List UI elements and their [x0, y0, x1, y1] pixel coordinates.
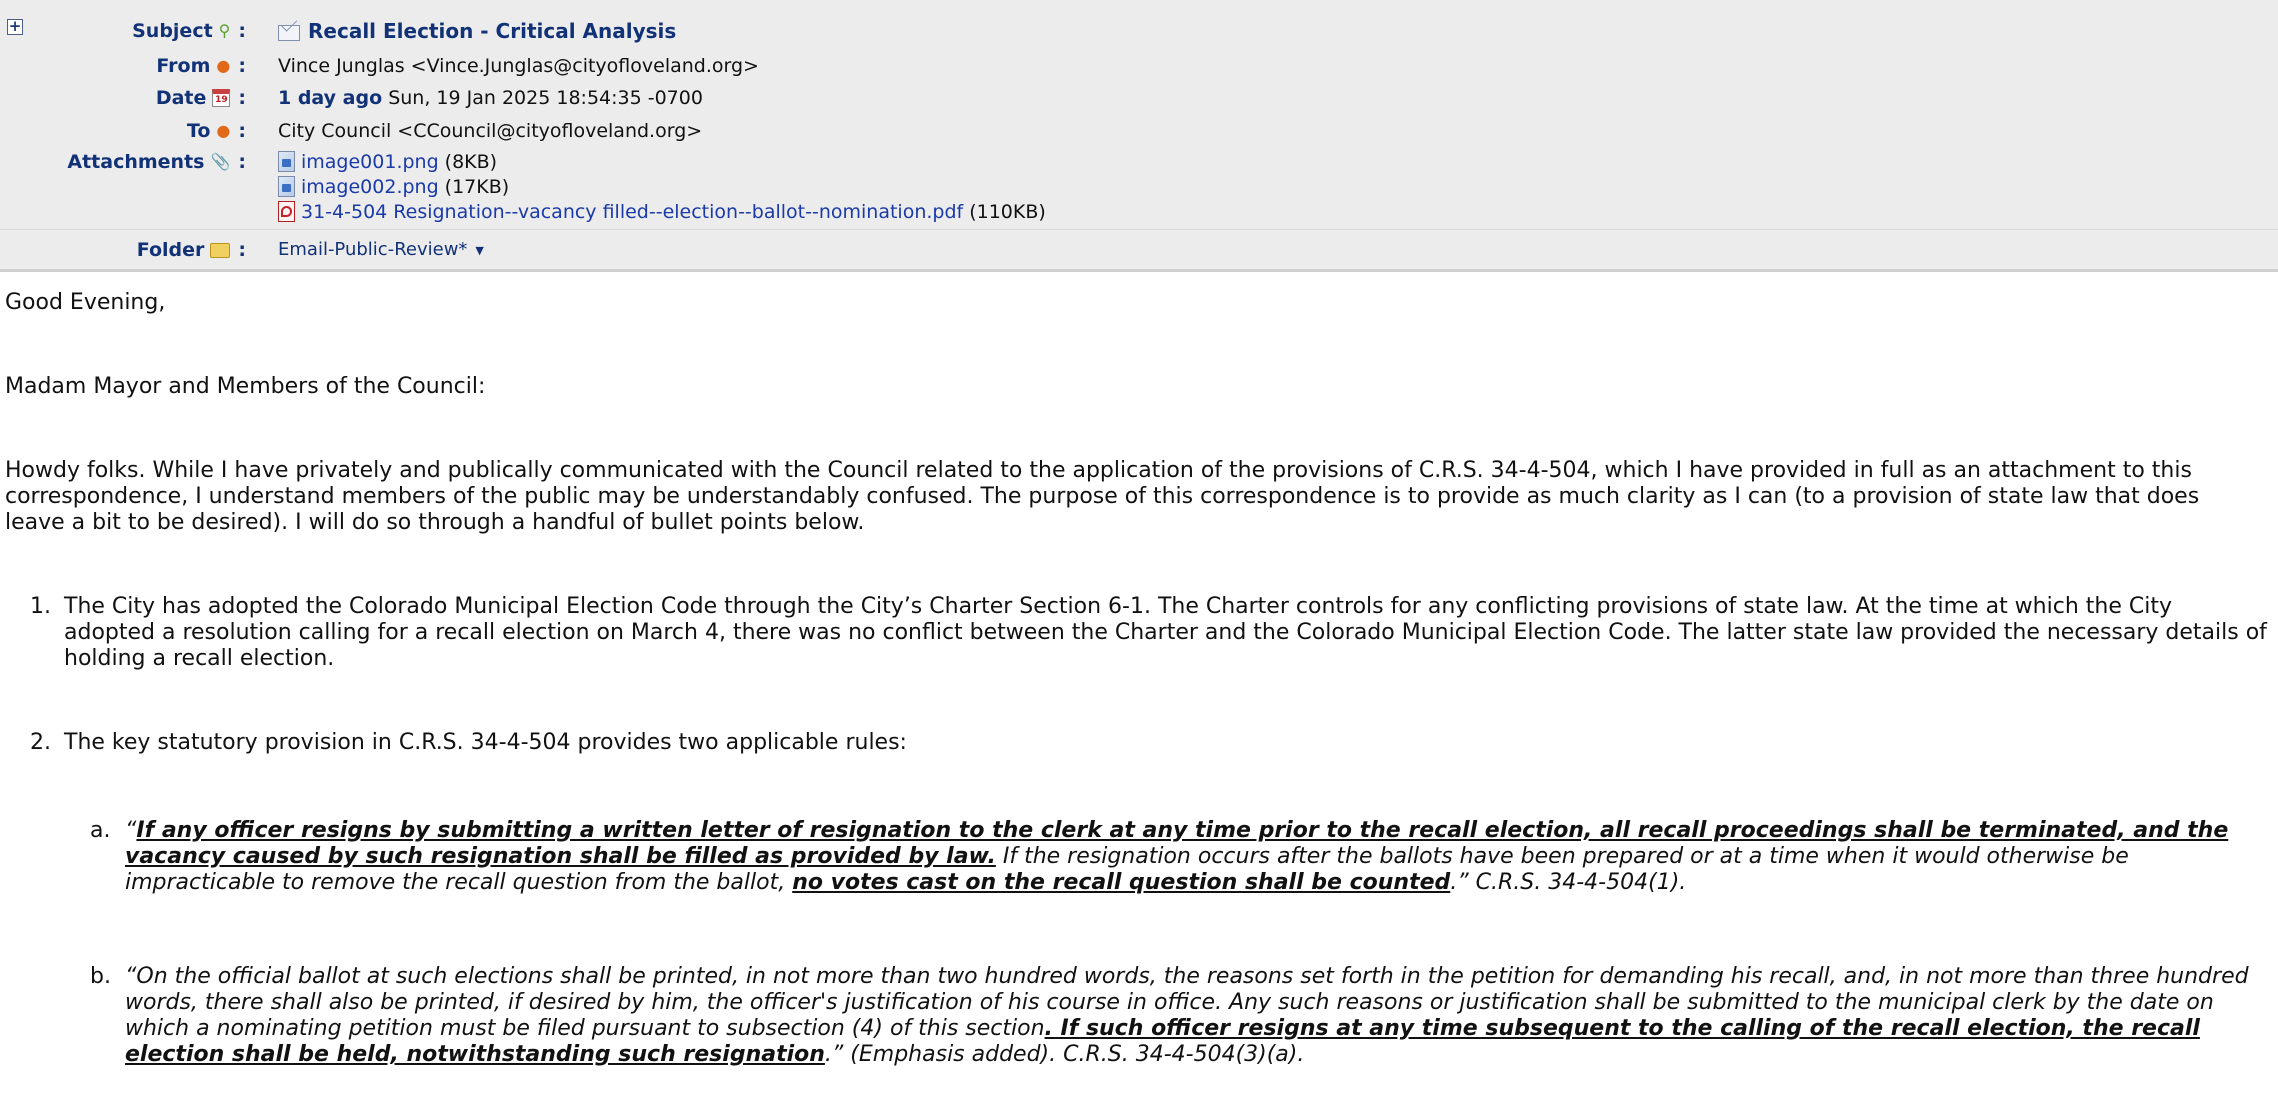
list-item-text: The City has adopted the Colorado Municipal Election Code through the City’s Charter Section 6-1. The Charter controls for any conflicting provisions of state law. At the time at which the City adopted a resolution calling for a recall election on March 4, there was no conflict between the Charter and the Colorado Municipal Election Code. The latter state law provided the necessary details of holding a recall election. [64, 594, 2267, 671]
attachment-link[interactable]: image002.png [301, 175, 439, 198]
quote-text [125, 964, 2265, 1068]
key-icon: ⚲ [218, 21, 231, 40]
png-file-icon [278, 151, 295, 172]
list-item-text: The key statutory provision in C.R.S. 34-4-504 provides two applicable rules: [64, 730, 907, 755]
header-divider [0, 229, 2278, 230]
attachment-size: (110KB) [969, 200, 1046, 223]
emphasized-text: no votes cast on the recall question shall be counted [792, 870, 1451, 895]
citation-text: .” C.R.S. 34-4-504(1). [1450, 870, 1687, 895]
subject-label: Subject [132, 20, 213, 42]
person-icon: ● [216, 121, 231, 140]
emphasized-text: . If such officer resigns at any time subsequent to the calling of the recall election, the recall election shall be held, notwithstanding such resignation [125, 1016, 2200, 1067]
to-label: To [186, 120, 211, 142]
list-number: 2. [30, 730, 51, 755]
from-label: From [156, 55, 211, 77]
date-value-group [278, 87, 703, 109]
subject-label-group: Subject ⚲ : [132, 20, 246, 42]
quote-text [125, 818, 2265, 896]
paperclip-icon: 📎 [210, 152, 231, 171]
quote-plain-text: “On the official ballot at such elections shall be printed, in not more than two hundred words, the reasons set forth in the petition for demanding his recall, and, in not more than three hundred words, there shall also be printed, if desired by him, the officer's justification of his course in office. Any such reasons or justification shall be submitted to the municipal clerk by the date on which a nominating petition must be filed pursuant to subsection (4) of this section [125, 964, 2249, 1041]
attachments-label: Attachments [67, 151, 205, 173]
chevron-down-icon: ▼ [475, 243, 484, 257]
sub-list-letter: b. [90, 964, 111, 989]
attachment-item [278, 199, 1046, 224]
emphasized-text: If any officer resigns by submitting a written letter of resignation to the clerk at any time prior to the recall election, all recall proceedings shall be terminated, and the vacancy caused by such resignation shall be filled as provided by law. [125, 818, 2229, 869]
message-header [0, 0, 2278, 272]
person-icon: ● [216, 56, 231, 75]
attachment-size: (17KB) [444, 175, 510, 198]
salutation-text: Madam Mayor and Members of the Council: [5, 374, 486, 399]
attachment-item [278, 174, 1046, 199]
pdf-file-icon [278, 201, 295, 222]
list-number: 1. [30, 594, 51, 619]
date-age: 1 day ago [278, 87, 383, 109]
date-label: Date [155, 87, 207, 109]
date-label-group: Date 19 : [155, 87, 246, 109]
intro-paragraph: Howdy folks. While I have privately and publically communicated with the Council related to the application of the provisions of C.R.S. 34-4-504, which I have provided in full as an attachment to this correspondence, I understand members of the public may be understandably confused. The purpose of this correspondence is to provide as much clarity as I can (to a provision of state law that does leave a bit to be desired). I will do so through a handful of bullet points below. [5, 458, 2200, 535]
folder-icon [210, 243, 230, 258]
folder-value: Email-Public-Review* [278, 239, 468, 260]
attachment-item [278, 149, 1046, 174]
citation-text: .” (Emphasis added). C.R.S. 34-4-504(3)(a). [824, 1042, 1305, 1067]
attachment-link[interactable]: 31-4-504 Resignation--vacancy filled--election--ballot--nomination.pdf [301, 200, 964, 223]
sub-list-letter: a. [90, 818, 111, 843]
attachments-list [278, 149, 1046, 224]
attachments-label-group: Attachments 📎 : [67, 151, 246, 173]
subject-link[interactable]: Recall Election - Critical Analysis [308, 19, 677, 43]
calendar-icon: 19 [212, 89, 230, 107]
greeting-text: Good Evening, [5, 290, 166, 315]
date-value: Sun, 19 Jan 2025 18:54:35 -0700 [388, 87, 703, 109]
folder-label: Folder [136, 239, 205, 261]
from-label-group: From ● : [156, 55, 246, 77]
to-value[interactable]: City Council <CCouncil@cityofloveland.org> [278, 120, 703, 142]
subject-value-group [278, 19, 676, 43]
open-quote: “ [125, 818, 137, 843]
attachment-size: (8KB) [444, 150, 498, 173]
quote-plain-text: If the resignation occurs after the ballots have been prepared or at a time when it would otherwise be impracticable to remove the recall question from the ballot, [125, 844, 2129, 895]
to-label-group: To ● : [186, 120, 246, 142]
expand-headers-button[interactable]: + [8, 17, 22, 35]
attachment-link[interactable]: image001.png [301, 150, 439, 173]
png-file-icon [278, 176, 295, 197]
envelope-icon [278, 25, 300, 41]
from-value[interactable]: Vince Junglas <Vince.Junglas@cityofloveland.org> [278, 55, 759, 77]
folder-dropdown[interactable] [278, 239, 484, 260]
folder-label-group: Folder : [136, 239, 246, 261]
